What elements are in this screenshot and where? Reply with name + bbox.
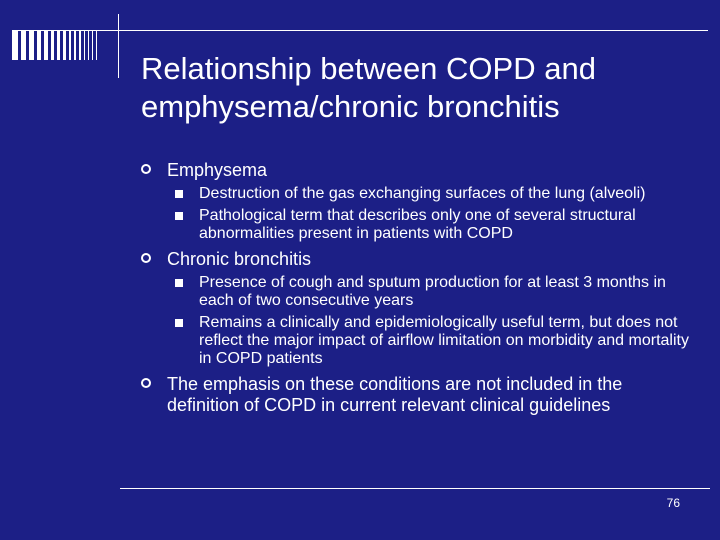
- sub-bullet-text: Pathological term that describes only one of several structural abnormalities present in patients with COPD: [199, 207, 636, 242]
- hollow-circle-bullet-icon: [141, 164, 151, 174]
- square-bullet-icon: [175, 279, 183, 287]
- sub-bullet-text: Destruction of the gas exchanging surfaces of the lung (alveoli): [199, 185, 646, 202]
- sub-bullet: [141, 274, 696, 310]
- bullet-text: The emphasis on these conditions are not included in the definition of COPD in current relevant clinical guidelines: [167, 374, 623, 415]
- sub-bullet-text: Remains a clinically and epidemiologically useful term, but does not reflect the major impact of airflow limitation on morbidity and mortality in COPD patients: [199, 314, 689, 367]
- bullet-text: Chronic bronchitis: [167, 249, 312, 269]
- decorative-bars: [12, 30, 132, 60]
- bullet-emphasis: [141, 374, 696, 416]
- sub-bullet: [141, 185, 696, 203]
- bullet-text: Emphysema: [167, 160, 268, 180]
- slide-title: Relationship between COPD and emphysema/chronic bronchitis: [141, 51, 596, 124]
- footer-divider: [120, 488, 710, 489]
- bullet-chronic-bronchitis: [141, 249, 696, 270]
- title-vertical-rule: [118, 14, 119, 78]
- sub-bullet-text: Presence of cough and sputum production for at least 3 months in each of two consecutive years: [199, 274, 666, 309]
- page-number: 76: [666, 496, 680, 510]
- square-bullet-icon: [175, 190, 183, 198]
- hollow-circle-bullet-icon: [141, 253, 151, 263]
- hollow-circle-bullet-icon: [141, 378, 151, 388]
- top-divider: [12, 30, 708, 31]
- sub-bullet: [141, 314, 696, 368]
- square-bullet-icon: [175, 319, 183, 327]
- sub-bullet: [141, 207, 696, 243]
- bullet-emphysema: [141, 160, 696, 181]
- square-bullet-icon: [175, 212, 183, 220]
- slide-body: [141, 160, 696, 416]
